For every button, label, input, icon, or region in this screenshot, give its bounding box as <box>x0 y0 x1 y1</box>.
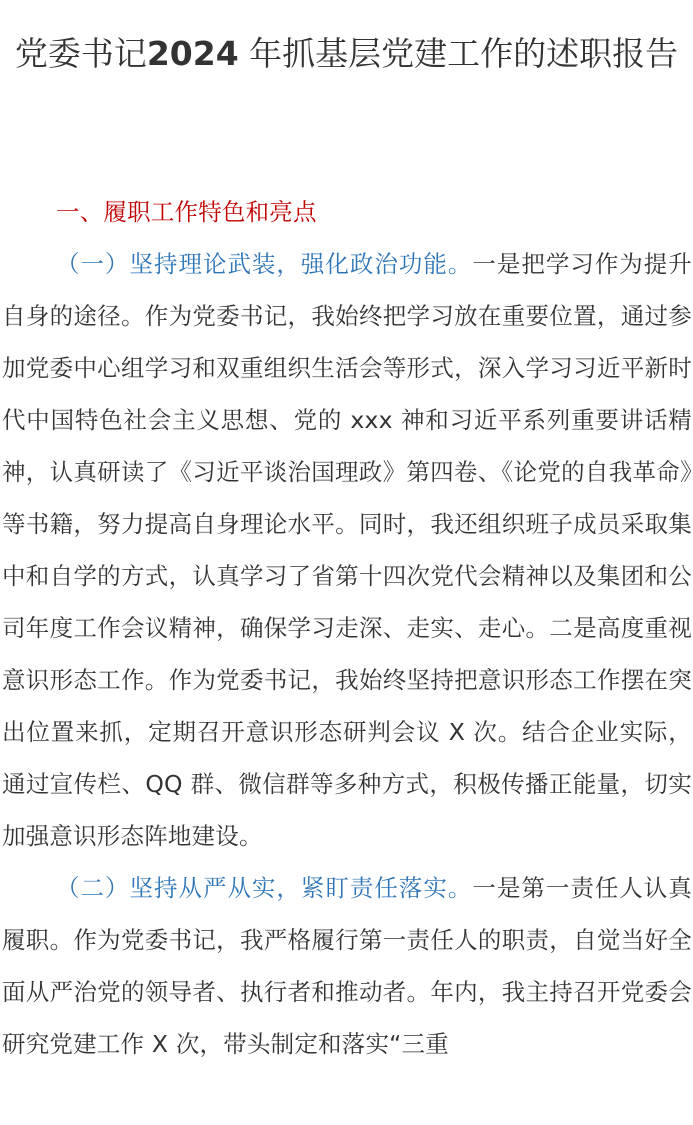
section-heading-1: 一、履职工作特色和亮点 <box>56 198 317 226</box>
title-prefix: 党委书记 <box>14 34 147 73</box>
paragraph-1 <box>2 238 692 862</box>
subheading-2: （二）坚持从严从实，紧盯责任落实。 <box>56 874 473 902</box>
subheading-1: （一）坚持理论武装，强化政治功能。 <box>56 250 473 278</box>
paragraph-2 <box>2 862 692 1070</box>
document-body <box>2 186 692 1070</box>
paragraph-1-text: 一是把学习作为提升自身的途径。作为党委书记，我始终把学习放在重要位置，通过参加党委中心组学习和双重组织生活会等形式，深入学习习近平新时代中国特色社会主义思想、党的 xxx 神和习近平系列重要讲话精神，认真研读了《习近平谈治国理政》第四卷、《论党的自我革命》等书籍，努力提高自身理论水平。同时，我还组织班子成员采取集中和自学的方式，认真学习了省第十四次党代会精神以及集团和公司年度工作会议精神，确保学习走深、走实、走心。二是高度重视意识形态工作。作为党委书记，我始终坚持把意识形态工作摆在突出位置来抓，定期召开意识形态研判会议 X 次。结合企业实际，通过宣传栏、QQ 群、微信群等多种方式，积极传播正能量，切实加强意识形态阵地建设。 <box>2 250 692 850</box>
document-title <box>0 28 693 80</box>
title-suffix: 年抓基层党建工作的述职报告 <box>249 34 679 73</box>
paragraph-2-text: 一是第一责任人认真履职。作为党委书记，我严格履行第一责任人的职责，自觉当好全面从严治党的领导者、执行者和推动者。年内，我主持召开党委会研究党建工作 X 次，带头制定和落实“三重 <box>2 874 692 1058</box>
title-year: 2024 <box>146 34 239 73</box>
